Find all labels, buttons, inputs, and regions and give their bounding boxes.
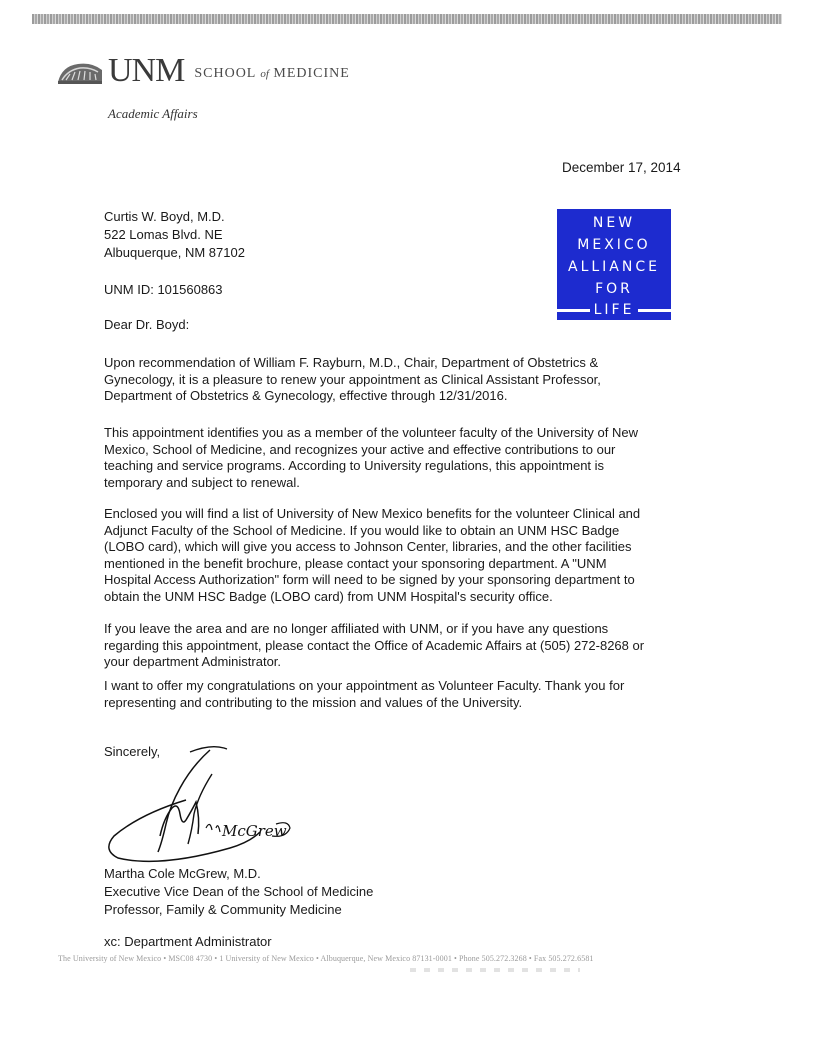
signer-block [104, 865, 373, 919]
text-line: (LOBO card), which will give you access to Johnson Center, libraries, and the other facilities [104, 539, 632, 554]
unm-wordmark: UNM [108, 52, 185, 89]
signer-title: Executive Vice Dean of the School of Medicine [104, 884, 374, 899]
badge-life-row [557, 300, 671, 320]
text-line: teaching and service programs. According to University regulations, this appointment is [104, 458, 605, 473]
school-name: SCHOOL of MEDICINE [194, 66, 350, 81]
text-line: I want to offer my congratulations on your appointment as Volunteer Faculty. Thank you for [104, 678, 625, 693]
text-line: Upon recommendation of William F. Rayburn, M.D., Chair, Department of Obstetrics & [104, 355, 599, 370]
text-line: Enclosed you will find a list of University of New Mexico benefits for the volunteer Clinical and [104, 506, 641, 521]
badge-line-alliance: ALLIANCE [568, 259, 660, 275]
text-line: regarding this appointment, please contact the Office of Academic Affairs at (505) 272-8268 or [104, 637, 645, 653]
paragraph-renewal [104, 355, 601, 405]
department-name: Academic Affairs [108, 106, 198, 121]
recipient-street: 522 Lomas Blvd. NE [104, 227, 223, 242]
recipient-city: Albuquerque, NM 87102 [104, 245, 245, 260]
badge-line-life: LIFE [593, 302, 635, 318]
paragraph-volunteer-faculty [104, 425, 638, 491]
scan-smudge [410, 968, 580, 972]
badge-rule-left [557, 309, 590, 312]
handwritten-signature [100, 744, 310, 866]
closing: Sincerely, [104, 744, 161, 759]
text-line: Hospital Access Authorization" form will need to be signed by your sponsoring department to [104, 572, 635, 587]
new-mexico-alliance-for-life-logo [557, 209, 671, 320]
text-line: Adjunct Faculty of the School of Medicine. If you would like to obtain an UNM HSC Badge [104, 522, 620, 538]
badge-line-for: FOR [595, 281, 633, 297]
scan-edge-strip [32, 14, 782, 24]
text-line: mentioned in the benefit brochure, please contact your sponsoring department. A "UNM [104, 555, 607, 571]
copy-to-line: xc: Department Administrator [104, 934, 272, 949]
badge-line-new: NEW [592, 215, 636, 231]
text-line: This appointment identifies you as a member of the volunteer faculty of the University of New [104, 425, 638, 440]
letterhead-footer: The University of New Mexico • MSC08 4730 • 1 University of New Mexico • Albuquerque, New Mexico 87131-0001 • Phone 505.272.3268 • Fax 505.272.6581 [58, 954, 594, 963]
signer-title: Professor, Family & Community Medicine [104, 902, 342, 917]
text-line: Department of Obstetrics & Gynecology, effective through 12/31/2016. [104, 388, 508, 403]
text-line: representing and contributing to the mission and values of the University. [104, 694, 523, 710]
recipient-address [104, 208, 245, 262]
letterhead [56, 50, 350, 89]
badge-rule-right [638, 309, 671, 312]
text-line: Mexico, School of Medicine, and recognizes your active and effective contributions to our [104, 441, 616, 457]
badge-line-mexico: MEXICO [577, 237, 651, 253]
signer-name: Martha Cole McGrew, M.D. [104, 866, 261, 881]
text-line: Gynecology, it is a pleasure to renew your appointment as Clinical Assistant Professor, [104, 371, 601, 387]
letter-date: December 17, 2014 [562, 160, 681, 175]
salutation: Dear Dr. Boyd: [104, 317, 190, 332]
recipient-unm-id: UNM ID: 101560863 [104, 282, 223, 297]
text-line: your department Administrator. [104, 654, 282, 669]
text-line: obtain the UNM HSC Badge (LOBO card) from UNM Hospital's security office. [104, 588, 553, 604]
signature-text: McGrew [222, 822, 287, 840]
paragraph-contact [104, 621, 644, 671]
paragraph-congratulations [104, 678, 624, 711]
text-line: If you leave the area and are no longer affiliated with UNM, or if you have any questions [104, 621, 609, 636]
recipient-name: Curtis W. Boyd, M.D. [104, 209, 225, 224]
text-line: temporary and subject to renewal. [104, 474, 300, 490]
unm-logo-icon [56, 56, 104, 86]
paragraph-benefits [104, 506, 640, 605]
